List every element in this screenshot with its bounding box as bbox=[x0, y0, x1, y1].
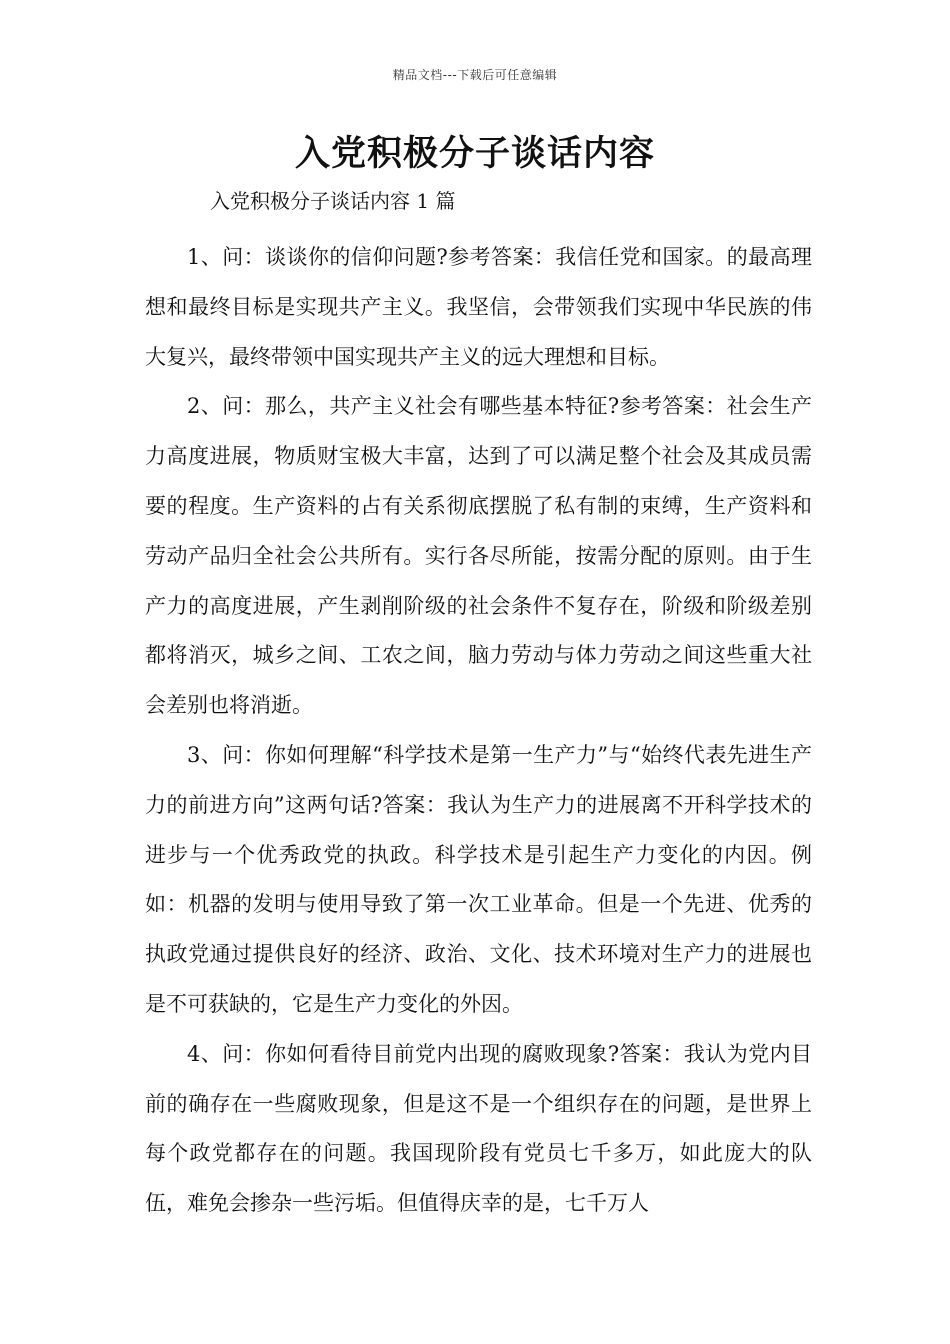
paragraph-1: 1、问：谈谈你的信仰问题?参考答案：我信任党和国家。的最高理想和最终目标是实现共产主义。我坚信，会带领我们实现中华民族的伟大复兴，最终带领中国实现共产主义的远大理想和目标。 bbox=[145, 245, 812, 369]
paragraph-2: 2、问：那么，共产主义社会有哪些基本特征?参考答案：社会生产力高度进展，物质财宝极大丰富，达到了可以满足整个社会及其成员需要的程度。生产资料的占有关系彻底摆脱了私有制的束缚，生产资料和劳动产品归全社会公共所有。实行各尽所能，按需分配的原则。由于生产力的高度进展，产生剥削阶级的社会条件不复存在，阶级和阶级差别都将消灭，城乡之间、工农之间，脑力劳动与体力劳动之间这些重大社会差别也将消逝。 bbox=[145, 394, 812, 718]
header-note: 精品文档---下载后可任意编辑 bbox=[392, 68, 558, 82]
document-subtitle: 入党积极分子谈话内容 1 篇 bbox=[210, 189, 456, 213]
paragraph-4: 4、问：你如何看待目前党内出现的腐败现象?答案：我认为党内目前的确存在一些腐败现象，但是这不是一个组织存在的问题，是世界上每个政党都存在的问题。我国现阶段有党员七千多万，如此庞大的队伍，难免会掺杂一些污垢。但值得庆幸的是，七千万人 bbox=[145, 1041, 812, 1216]
document-title: 入党积极分子谈话内容 bbox=[294, 134, 655, 174]
document-body bbox=[145, 233, 812, 1229]
paragraph-3: 3、问：你如何理解“科学技术是第一生产力”与“始终代表先进生产力的前进方向”这两句话?答案：我认为生产力的进展离不开科学技术的进步与一个优秀政党的执政。科学技术是引起生产力变化的内因。例如：机器的发明与使用导致了第一次工业革命。但是一个先进、优秀的执政党通过提供良好的经济、政治、文化、技术环境对生产力的进展也是不可获缺的，它是生产力变化的外因。 bbox=[145, 742, 812, 1016]
